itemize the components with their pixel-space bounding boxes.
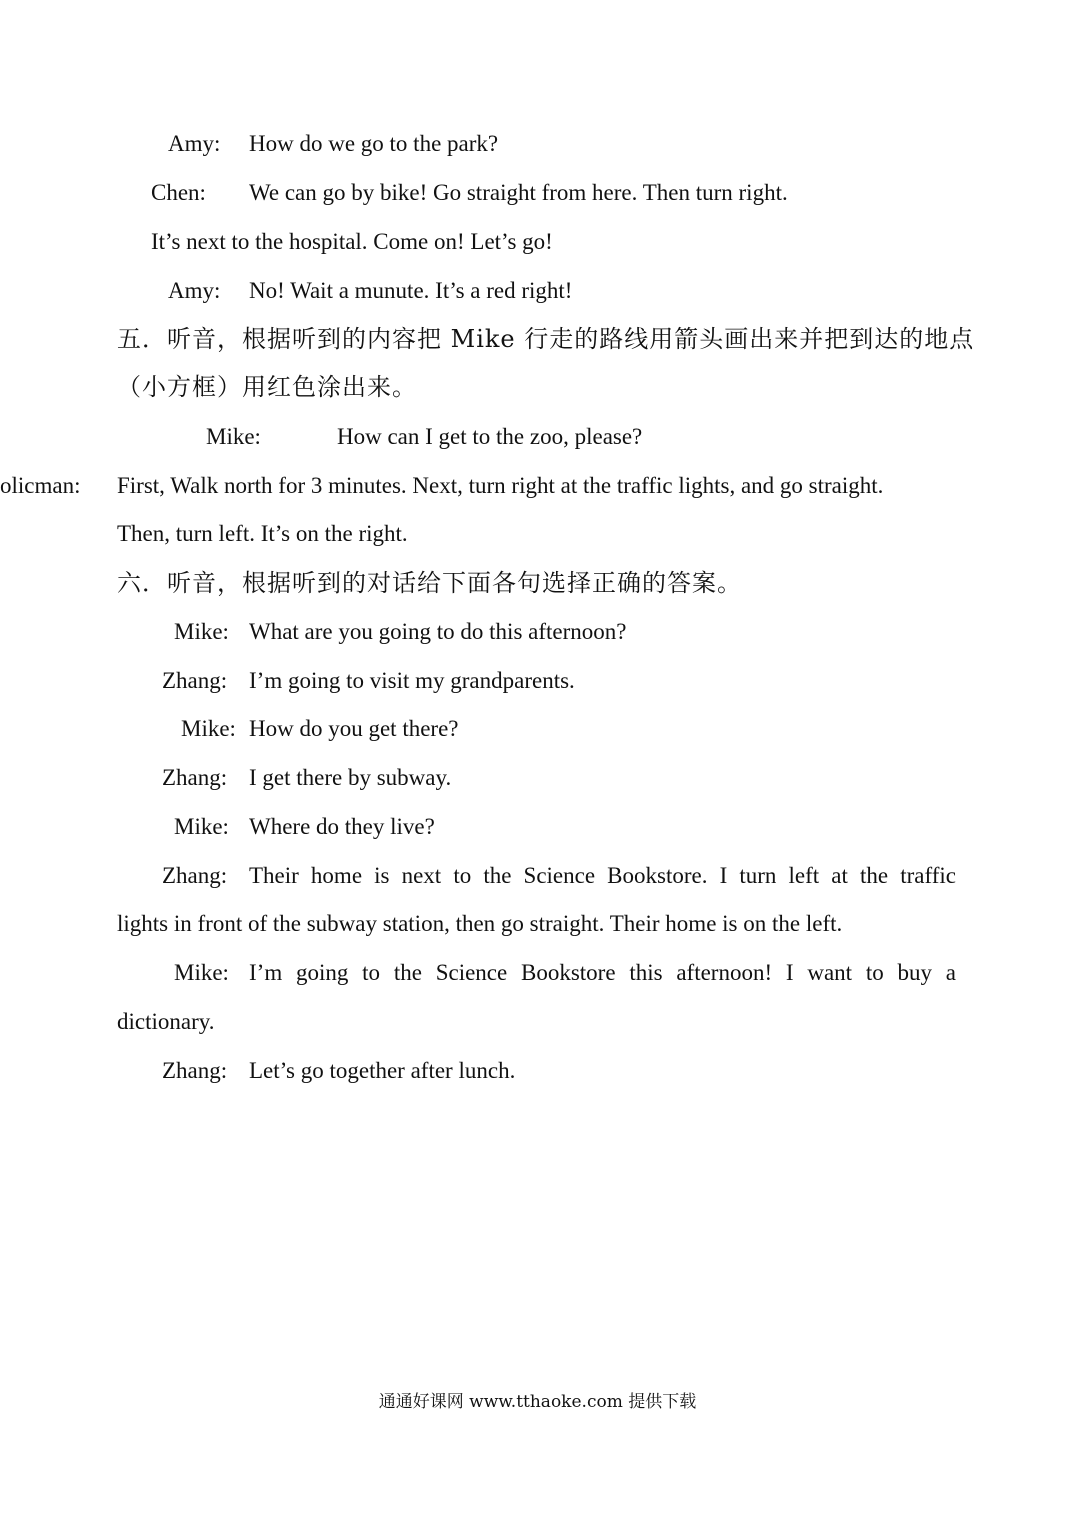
dialogue-text: lights in front of the subway station, then go straight. Their home is on the left. [117,911,843,936]
dialogue-text: Their home is next to the Science Bookstore. I turn left at the traffic [249,863,956,888]
dialogue-text: What are you going to do this afternoon? [249,619,627,644]
dialogue-text: I’m going to visit my grandparents. [249,668,575,693]
dialogue-text: Where do they live? [249,814,435,839]
dialogue-text: How do you get there? [249,716,459,741]
speaker-label: Mike: [174,814,229,839]
dialogue-text: It’s next to the hospital. Come on! Let’s go! [151,229,553,254]
speaker-label: Zhang: [162,668,228,693]
speaker-label: Amy: [168,131,221,156]
speaker-label: Mike: [181,716,236,741]
speaker-label: Chen: [151,180,206,205]
speaker-label: Mike: [206,424,261,449]
speaker-label: Mike: [174,619,229,644]
dialogue-text: dictionary. [117,1009,215,1034]
speaker-label: Zhang: [162,863,228,888]
dialogue-text: No! Wait a munute. It’s a red right! [249,278,573,303]
dialogue-text: Let’s go together after lunch. [249,1058,516,1083]
dialogue-text: First, Walk north for 3 minutes. Next, turn right at the traffic lights, and go straight. [117,473,884,498]
speaker-label: Mike: [174,960,229,985]
section-heading-continued: （小方框）用红色涂出来。 [117,373,417,401]
speaker-label: olicman: [0,473,81,498]
speaker-label: Zhang: [162,765,228,790]
page-footer: 通通好课网 www.tthaoke.com 提供下载 [378,1392,697,1412]
speaker-label: Zhang: [162,1058,228,1083]
section-heading: 六．听音，根据听到的对话给下面各句选择正确的答案。 [117,569,742,597]
dialogue-text: I’m going to the Science Bookstore this afternoon! I want to buy a [249,960,956,985]
section-heading: 五．听音，根据听到的内容把 Mike 行走的路线用箭头画出来并把到达的地点 [117,325,975,353]
dialogue-text: I get there by subway. [249,765,452,790]
dialogue-text: How can I get to the zoo, please? [337,424,643,449]
dialogue-text: We can go by bike! Go straight from here. Then turn right. [249,180,788,205]
dialogue-text: Then, turn left. It’s on the right. [117,521,408,546]
dialogue-text: How do we go to the park? [249,131,499,156]
speaker-label: Amy: [168,278,221,303]
